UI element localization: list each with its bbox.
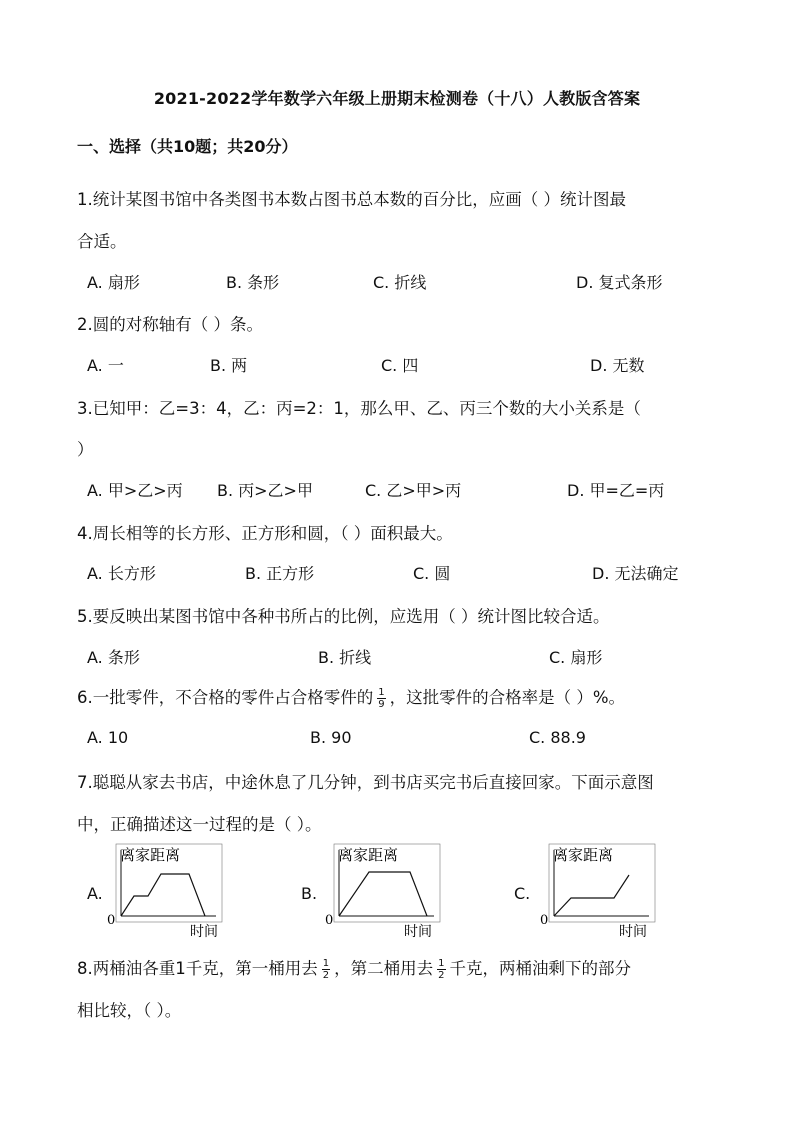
question-1-stem: 1.统计某图书馆中各类图书本数占图书总本数的百分比，应画（ ）统计图最 (77, 190, 626, 209)
q4-option-a[interactable]: A. 长方形 (87, 564, 156, 583)
q6-option-b[interactable]: B. 90 (310, 728, 352, 747)
question-8-stem (77, 955, 631, 981)
q4-option-d[interactable]: D. 无法确定 (592, 564, 679, 583)
q8-stem-part3: 千克，两桶油剩下的部分 (449, 959, 631, 978)
q1-option-d[interactable]: D. 复式条形 (576, 273, 663, 292)
q1-option-c[interactable]: C. 折线 (373, 273, 427, 292)
q7-graph-c[interactable] (537, 842, 659, 938)
q8-stem-part2: ，第二桶用去 (334, 959, 434, 978)
q6-option-a[interactable]: A. 10 (87, 728, 129, 747)
q5-option-a[interactable]: A. 条形 (87, 648, 140, 667)
question-8-stem-cont: 相比较，（ ）。 (77, 1001, 182, 1020)
q8-fraction-1-denominator: 2 (322, 970, 330, 981)
q7-option-a-label[interactable]: A. (87, 884, 103, 903)
question-4-stem: 4.周长相等的长方形、正方形和圆，（ ）面积最大。 (77, 524, 453, 543)
q7-graph-b-origin: 0 (325, 913, 334, 928)
q3-option-c[interactable]: C. 乙>甲>丙 (365, 481, 462, 500)
q7-graph-b-ylabel: 离家距离 (338, 846, 399, 864)
question-6-stem (77, 684, 625, 710)
q5-option-c[interactable]: C. 扇形 (549, 648, 603, 667)
q7-graph-c-ylabel: 离家距离 (553, 846, 614, 864)
q7-graph-a-line (121, 874, 205, 916)
q6-stem-before: 6.一批零件，不合格的零件占合格零件的 (77, 688, 374, 707)
q8-fraction-2 (437, 958, 445, 981)
q7-graph-a-xlabel: 时间 (190, 924, 218, 940)
q2-option-c[interactable]: C. 四 (381, 356, 419, 375)
question-7-stem: 7.聪聪从家去书店，中途休息了几分钟，到书店买完书后直接回家。下面示意图 (77, 773, 654, 792)
question-1-stem-cont: 合适。 (77, 232, 127, 251)
q2-option-d[interactable]: D. 无数 (590, 356, 645, 375)
q6-fraction-numerator: 1 (378, 687, 385, 698)
q6-option-c[interactable]: C. 88.9 (529, 728, 586, 747)
q4-option-b[interactable]: B. 正方形 (245, 564, 315, 583)
q6-fraction-denominator: 9 (378, 699, 385, 710)
question-3-stem-cont: ） (77, 440, 94, 459)
q7-graph-c-line (554, 875, 629, 916)
q7-graph-b-xlabel: 时间 (404, 924, 432, 940)
q7-graph-a-origin: 0 (107, 913, 116, 928)
q8-fraction-1-numerator: 1 (322, 958, 330, 969)
q7-graph-c-xlabel: 时间 (619, 924, 647, 940)
section-heading: 一、选择（共10题；共20分） (77, 137, 298, 156)
page-title: 2021-2022学年数学六年级上册期末检测卷（十八）人教版含答案 (153, 89, 641, 108)
q7-option-c-label[interactable]: C. (514, 884, 531, 903)
question-3-stem: 3.已知甲：乙=3：4，乙：丙=2：1，那么甲、乙、丙三个数的大小关系是（ (77, 399, 641, 418)
q3-option-a[interactable]: A. 甲>乙>丙 (87, 481, 183, 500)
q7-graph-b-line (339, 872, 427, 916)
q7-graph-a-ylabel: 离家距离 (120, 846, 181, 864)
q4-option-c[interactable]: C. 圆 (413, 564, 451, 583)
q3-option-b[interactable]: B. 丙>乙>甲 (217, 481, 313, 500)
q1-option-b[interactable]: B. 条形 (226, 273, 280, 292)
q8-fraction-2-denominator: 2 (438, 970, 445, 981)
q5-option-b[interactable]: B. 折线 (318, 648, 372, 667)
q2-option-b[interactable]: B. 两 (210, 356, 248, 375)
q8-fraction-1 (322, 958, 330, 981)
q7-option-b-label[interactable]: B. (301, 884, 318, 903)
question-2-stem: 2.圆的对称轴有（ ）条。 (77, 315, 263, 334)
q2-option-a[interactable]: A. 一 (87, 356, 124, 375)
q6-stem-after: ，这批零件的合格率是（ ）%。 (389, 688, 626, 707)
question-5-stem: 5.要反映出某图书馆中各种书所占的比例，应选用（ ）统计图比较合适。 (77, 607, 610, 626)
q8-fraction-2-numerator: 1 (438, 958, 445, 969)
q1-option-a[interactable]: A. 扇形 (87, 273, 140, 292)
q6-fraction (377, 687, 385, 710)
q3-option-d[interactable]: D. 甲=乙=丙 (567, 481, 665, 500)
q7-graph-a[interactable] (104, 842, 226, 938)
q8-stem-part1: 8.两桶油各重1千克，第一桶用去 (77, 959, 318, 978)
q7-graph-c-origin: 0 (540, 913, 549, 928)
question-7-stem-cont: 中，正确描述这一过程的是（ ）。 (77, 815, 322, 834)
q7-graph-b[interactable] (322, 842, 444, 938)
